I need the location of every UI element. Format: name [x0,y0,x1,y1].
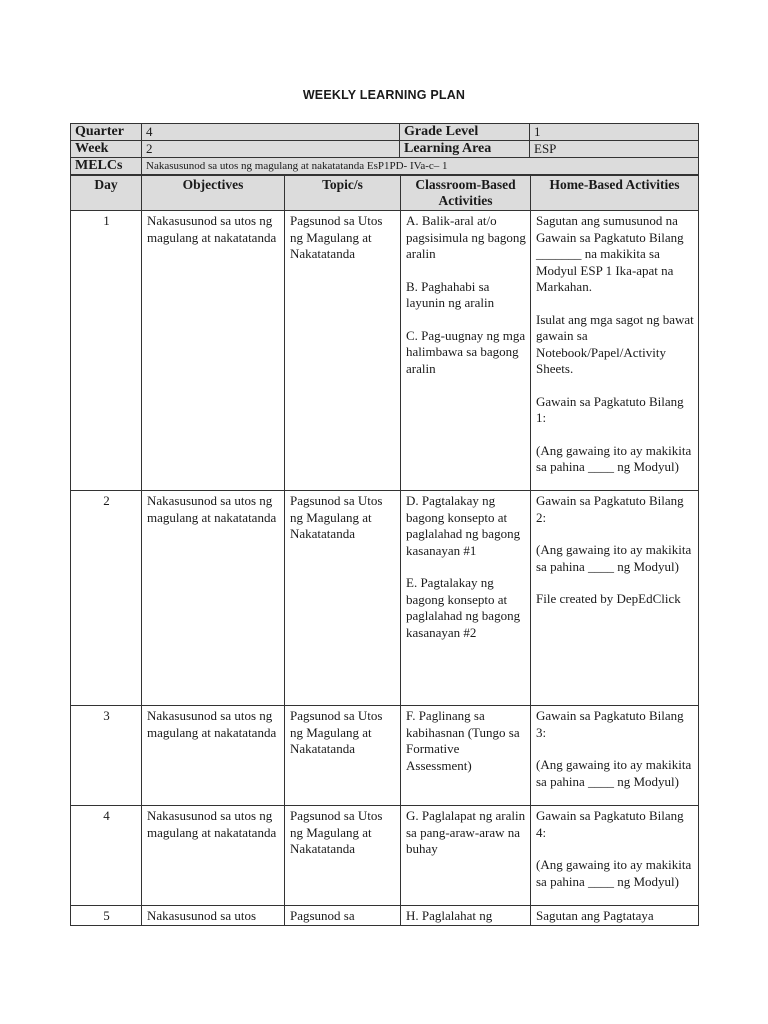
week-row [71,141,699,158]
classroom-activity: H. Paglalahat ng [406,908,493,923]
column-header-day: Day [71,176,142,211]
classroom-activity: G. Paglalapat ng aralin sa pang-araw-araw na buhay [406,808,526,856]
column-header-objectives: Objectives [142,176,285,211]
home-activities-cell [531,211,699,491]
day-cell: 1 [71,211,142,491]
home-activity: File created by DepEdClick [536,591,681,606]
table-row [71,211,699,491]
objective-cell: Nakasusunod sa utos ng magulang at nakatatanda [142,806,285,906]
week-value: 2 [142,141,400,158]
quarter-row [71,124,699,141]
home-activities-cell [531,491,699,706]
melcs-row [71,158,699,175]
classroom-activity: E. Pagtalakay ng bagong konsepto at paglalahad ng bagong kasanayan #2 [406,575,521,640]
home-activity: Gawain sa Pagkatuto Bilang 1: [536,393,684,425]
classroom-activities-cell [401,806,531,906]
topic-cell: Pagsunod sa [285,906,401,926]
home-activity: (Ang gawaing ito ay makikita sa pahina ____ ng Modyul) [536,857,692,889]
table-row [71,806,699,906]
home-activity: (Ang gawaing ito ay makikita sa pahina ____ ng Modyul) [536,542,692,574]
column-header-row [71,176,699,211]
table-row [71,906,699,926]
classroom-activities-cell [401,706,531,806]
home-activity: Sagutan ang sumusunod na Gawain sa Pagkatuto Bilang _______ na makikita sa Modyul ESP 1 Ika-apat na Markahan. [536,213,684,294]
quarter-value: 4 [142,124,400,141]
melcs-label: MELCs [71,158,142,175]
day-cell: 2 [71,491,142,706]
classroom-activities-cell [401,211,531,491]
column-header-topics: Topic/s [285,176,401,211]
home-activity: (Ang gawaing ito ay makikita sa pahina ____ ng Modyul) [536,442,692,474]
grade-level-value: 1 [530,124,699,141]
day-cell: 3 [71,706,142,806]
melcs-value: Nakasusunod sa utos ng magulang at nakatatanda EsP1PD- IVa-c– 1 [142,158,699,175]
quarter-label: Quarter [71,124,142,141]
home-activity: Gawain sa Pagkatuto Bilang 3: [536,708,684,740]
home-activities-cell [531,806,699,906]
home-activity: Isulat ang mga sagot ng bawat gawain sa Notebook/Papel/Activity Sheets. [536,311,694,376]
document-title: WEEKLY LEARNING PLAN [302,88,466,102]
column-header-home-activities: Home-Based Activities [531,176,699,211]
grade-level-label: Grade Level [400,124,530,141]
classroom-activity: C. Pag-uugnay ng mga halimbawa sa bagong aralin [406,327,526,376]
column-header-classroom-activities: Classroom-Based Activities [401,176,531,211]
classroom-activities-cell [401,491,531,706]
classroom-activity: B. Paghahabi sa layunin ng aralin [406,278,495,310]
home-activity: Gawain sa Pagkatuto Bilang 2: [536,493,684,525]
topic-cell: Pagsunod sa Utos ng Magulang at Nakatatanda [285,806,401,906]
week-label: Week [71,141,142,158]
table-row [71,706,699,806]
home-activities-cell [531,906,699,926]
home-activity: Gawain sa Pagkatuto Bilang 4: [536,808,684,840]
topic-cell: Pagsunod sa Utos ng Magulang at Nakatatanda [285,706,401,806]
plan-header-table [70,123,699,175]
weekly-plan-table [70,175,699,926]
classroom-activities-cell [401,906,531,926]
day-cell: 5 [71,906,142,926]
home-activity: Sagutan ang Pagtataya [536,908,654,923]
topic-cell: Pagsunod sa Utos ng Magulang at Nakatatanda [285,491,401,706]
classroom-activity: A. Balik-aral at/o pagsisimula ng bagong aralin [406,213,526,261]
day-cell: 4 [71,806,142,906]
learning-area-label: Learning Area [400,141,530,158]
home-activities-cell [531,706,699,806]
learning-area-value: ESP [530,141,699,158]
home-activity: (Ang gawaing ito ay makikita sa pahina ____ ng Modyul) [536,757,692,789]
objective-cell: Nakasusunod sa utos ng magulang at nakatatanda [142,211,285,491]
objective-cell: Nakasusunod sa utos ng magulang at nakatatanda [142,706,285,806]
table-row [71,491,699,706]
classroom-activity: F. Paglinang sa kabihasnan (Tungo sa Formative Assessment) [406,708,520,773]
objective-cell: Nakasusunod sa utos ng magulang at nakatatanda [142,491,285,706]
topic-cell: Pagsunod sa Utos ng Magulang at Nakatatanda [285,211,401,491]
objective-cell: Nakasusunod sa utos [142,906,285,926]
classroom-activity: D. Pagtalakay ng bagong konsepto at paglalahad ng bagong kasanayan #1 [406,493,521,558]
